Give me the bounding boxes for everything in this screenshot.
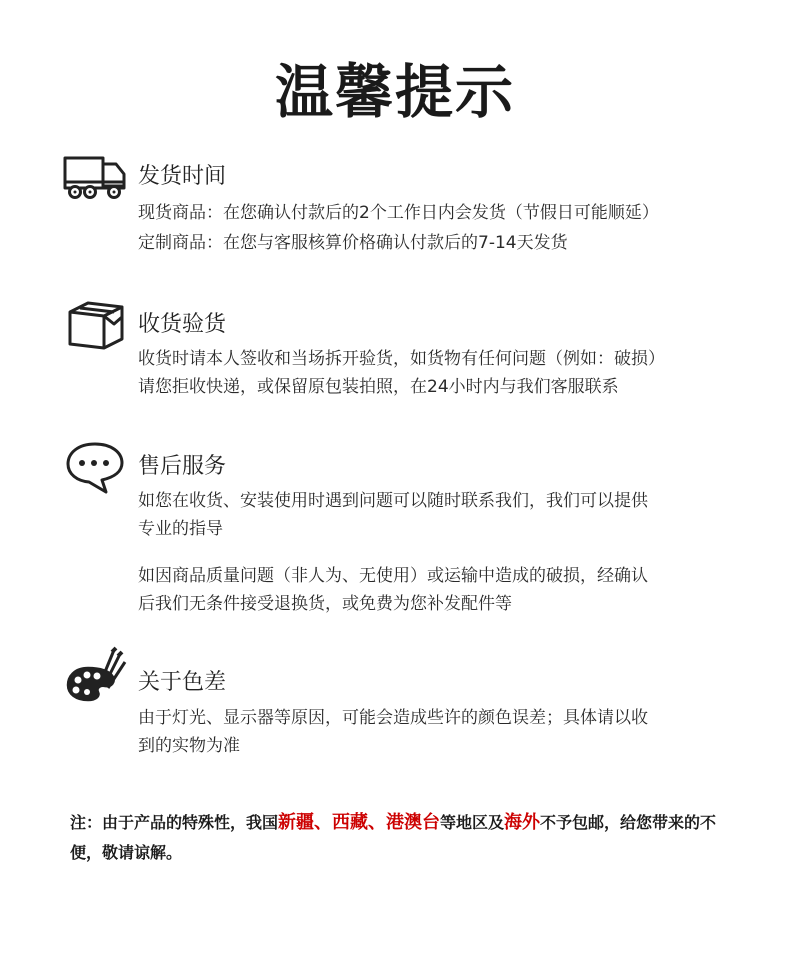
section-text: 定制商品：在您与客服核算价格确认付款后的7-14天发货 xyxy=(138,233,568,253)
paint-palette-icon xyxy=(62,644,128,708)
section-title: 关于色差 xyxy=(138,670,227,695)
section-title: 发货时间 xyxy=(138,164,227,189)
section-text: 后我们无条件接受退换货，或免费为您补发配件等 xyxy=(138,594,512,614)
section-text: 如您在收货、安装使用时遇到问题可以随时联系我们，我们可以提供 xyxy=(138,491,648,511)
note-suffix: 不予包邮，给您带来的不便，敬请谅解。 xyxy=(70,813,717,862)
page-title: 温馨提示 xyxy=(274,58,515,126)
shipping-exclusion-note xyxy=(70,808,730,868)
section-text: 请您拒收快递，或保留原包装拍照，在24小时内与我们客服联系 xyxy=(138,377,619,397)
section-text: 到的实物为准 xyxy=(138,736,240,756)
section-title: 售后服务 xyxy=(138,454,227,479)
section-text: 由于灯光、显示器等原因，可能会造成些许的颜色误差；具体请以收 xyxy=(138,708,648,728)
section-text: 专业的指导 xyxy=(138,519,223,539)
note-region-highlight: 新疆、西藏、港澳台 xyxy=(278,812,441,833)
note-prefix: 注：由于产品的特殊性，我国 xyxy=(70,813,279,832)
chat-bubble-icon xyxy=(62,440,128,496)
section-text: 收货时请本人签收和当场拆开验货，如货物有任何问题（例如：破损） xyxy=(138,349,665,369)
note-overseas-highlight: 海外 xyxy=(504,812,541,833)
section-title: 收货验货 xyxy=(138,312,227,337)
section-text: 如因商品质量问题（非人为、无使用）或运输中造成的破损，经确认 xyxy=(138,566,648,586)
section-text: 现货商品：在您确认付款后的2个工作日内会发货（节假日可能顺延） xyxy=(138,203,659,223)
note-middle: 等地区及 xyxy=(440,813,505,832)
delivery-truck-icon xyxy=(62,152,128,208)
package-box-icon xyxy=(62,298,128,354)
